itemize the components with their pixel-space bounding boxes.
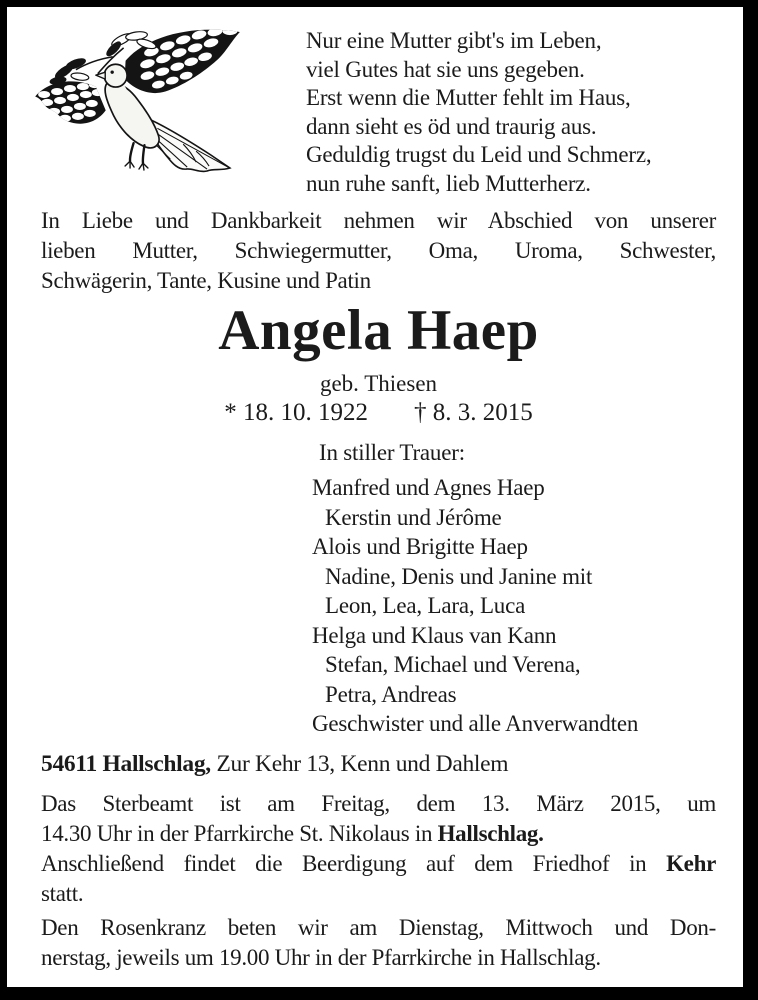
- mourner-line: Manfred und Agnes Haep: [312, 475, 545, 500]
- family-address: 54611 Hallschlag, Zur Kehr 13, Kenn und Dahlem: [41, 750, 509, 777]
- mourners-block: [41, 438, 716, 739]
- dove-olive-branch-icon: [33, 23, 246, 174]
- poem-line: dann sieht es öd und traurig aus.: [306, 113, 597, 139]
- header-row: [7, 7, 743, 198]
- mourners-heading: In stiller Trauer:: [319, 440, 465, 465]
- funeral-line: Anschließend findet die Beerdigung auf dem Friedhof in Kehr: [41, 850, 716, 876]
- intro-line: lieben Mutter, Schwiegermutter, Oma, Uroma, Schwester,: [41, 238, 716, 263]
- life-dates: [41, 399, 716, 427]
- obituary-page: [7, 7, 743, 987]
- intro-line: In Liebe und Dankbarkeit nehmen wir Abschied von unserer: [41, 208, 716, 233]
- birth-date: * 18. 10. 1922: [224, 399, 368, 426]
- intro-line: Schwägerin, Tante, Kusine und Patin: [41, 268, 371, 293]
- poem-line: Nur eine Mutter gibt's im Leben,: [306, 28, 602, 53]
- rosary-line: nerstag, jeweils um 19.00 Uhr in der Pfarrkirche in Hallschlag.: [41, 944, 601, 970]
- death-date: † 8. 3. 2015: [414, 399, 533, 426]
- mourner-line: Nadine, Denis und Janine mit: [325, 563, 593, 589]
- mourner-line: Stefan, Michael und Verena,: [325, 652, 581, 677]
- intro-paragraph: [41, 206, 716, 296]
- poem-line: Erst wenn die Mutter fehlt im Haus,: [306, 85, 631, 110]
- funeral-line: Das Sterbeamt ist am Freitag, dem 13. März 2015, um: [41, 790, 716, 816]
- mourner-line: Kerstin und Jérôme: [325, 504, 502, 530]
- rosary-line: Den Rosenkranz beten wir am Dienstag, Mittwoch und Don-: [41, 914, 716, 940]
- funeral-line: 14.30 Uhr in der Pfarrkirche St. Nikolaus in Hallschlag.: [41, 820, 544, 846]
- funeral-line: statt.: [41, 880, 84, 906]
- rosary-paragraph: [41, 913, 716, 973]
- funeral-service-paragraph: [41, 789, 716, 909]
- memorial-poem: [306, 23, 651, 198]
- poem-line: viel Gutes hat sie uns gegeben.: [306, 56, 585, 82]
- deceased-name: Angela Haep: [218, 299, 539, 362]
- mourner-line: Petra, Andreas: [325, 681, 457, 707]
- poem-line: nun ruhe sanft, lieb Mutterherz.: [306, 170, 591, 196]
- poem-line: Geduldig trugst du Leid und Schmerz,: [306, 142, 652, 167]
- mourner-line: Helga und Klaus van Kann: [312, 622, 557, 648]
- mourner-line: Leon, Lea, Lara, Luca: [325, 593, 526, 618]
- maiden-name: geb. Thiesen: [319, 371, 438, 396]
- mourner-line: Geschwister und alle Anverwandten: [312, 711, 639, 736]
- mourner-line: Alois und Brigitte Haep: [312, 534, 528, 559]
